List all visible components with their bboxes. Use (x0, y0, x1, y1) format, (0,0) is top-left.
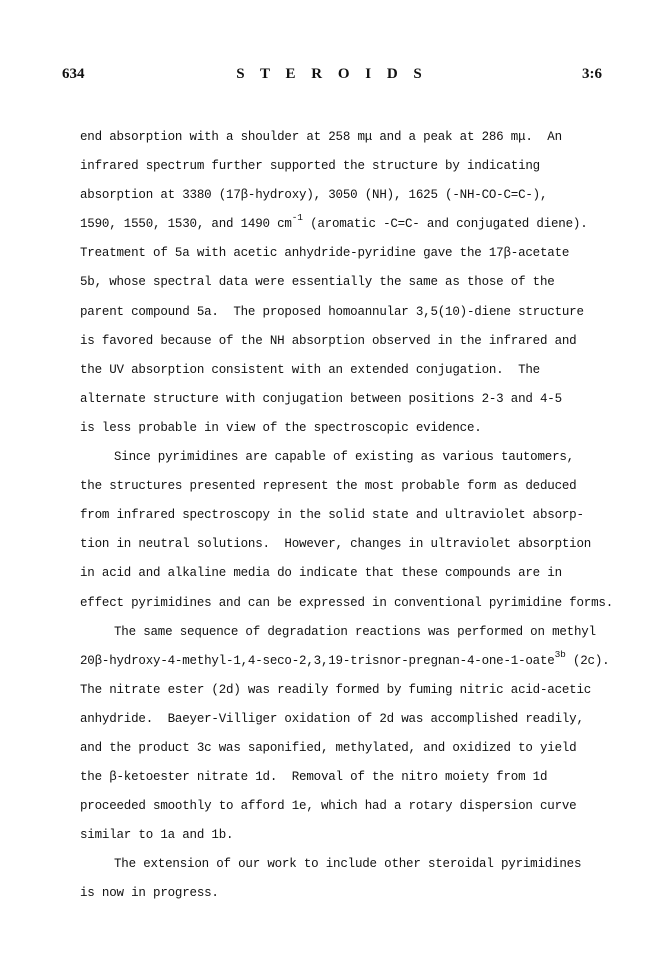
text-line (80, 419, 600, 448)
text-line (80, 826, 600, 855)
line-text: from infrared spectroscopy in the solid state and ultraviolet absorp- (80, 508, 584, 523)
text-line (80, 884, 600, 913)
paragraph (80, 623, 610, 856)
text-line (80, 564, 600, 593)
paragraph (80, 448, 613, 623)
line-text: end absorption with a shoulder at 258 mμ and a peak at 286 mμ. An (80, 130, 562, 144)
text-line (80, 623, 600, 652)
line-text: similar to 1a and 1b. (80, 828, 234, 843)
line-text: is now in progress. (80, 886, 219, 901)
text-line (80, 448, 600, 477)
text-line (80, 186, 600, 215)
text-line (80, 768, 600, 797)
text-line (80, 157, 600, 186)
text-line (80, 128, 600, 157)
line-text-continued: (aromatic -C=C- and conjugated diene). (302, 217, 588, 232)
text-line (80, 273, 600, 302)
superscript: -1 (291, 212, 303, 224)
line-text: Since pyrimidines are capable of existing as various tautomers, (114, 450, 574, 465)
line-text: 20β-hydroxy-4-methyl-1,4-seco-2,3,19-trisnor-pregnan-4-one-1-oate (80, 653, 555, 668)
line-text: The extension of our work to include other steroidal pyrimidines (114, 857, 582, 872)
line-text: is favored because of the NH absorption observed in the infrared and (80, 333, 577, 348)
text-line (80, 739, 600, 768)
line-text: the structures presented represent the most probable form as deduced (80, 479, 577, 494)
body-text (80, 128, 613, 914)
line-text: proceeded smoothly to afford 1e, which had a rotary dispersion curve (80, 799, 577, 814)
line-text: in acid and alkaline media do indicate that these compounds are in (80, 566, 562, 581)
text-line (80, 797, 600, 826)
line-text: 1590, 1550, 1530, and 1490 cm (80, 217, 292, 232)
running-header (62, 66, 602, 86)
line-text-continued: (2c). (565, 653, 610, 668)
paragraph (80, 128, 600, 448)
line-text: the β-ketoester nitrate 1d. Removal of the nitro moiety from 1d (80, 770, 548, 785)
text-line (80, 506, 600, 535)
text-line (80, 477, 600, 506)
line-text: infrared spectrum further supported the structure by indicating (80, 159, 540, 174)
line-text: effect pyrimidines and can be expressed in conventional pyrimidine forms. (80, 595, 613, 610)
line-text: Treatment of 5a with acetic anhydride-pyridine gave the 17β-acetate (80, 246, 570, 261)
line-text: parent compound 5a. The proposed homoannular 3,5(10)-diene structure (80, 304, 584, 319)
page-number: 634 (62, 66, 85, 82)
volume-issue: 3:6 (582, 66, 602, 82)
text-line (80, 212, 600, 244)
text-line (80, 244, 600, 273)
line-text: The nitrate ester (2d) was readily formed by fuming nitric acid-acetic (80, 682, 592, 697)
line-text: and the product 3c was saponified, methylated, and oxidized to yield (80, 740, 577, 755)
text-line (80, 855, 600, 884)
line-text: is less probable in view of the spectroscopic evidence. (80, 420, 482, 435)
text-line (80, 332, 600, 361)
line-text: alternate structure with conjugation between positions 2-3 and 4-5 (80, 391, 562, 406)
line-text: anhydride. Baeyer-Villiger oxidation of 2d was accomplished readily, (80, 711, 584, 726)
line-text: the UV absorption consistent with an extended conjugation. The (80, 362, 540, 377)
line-text: The same sequence of degradation reactions was performed on methyl (114, 624, 596, 639)
text-line (80, 710, 600, 739)
text-line (80, 648, 610, 681)
text-line (80, 535, 600, 564)
line-text: 5b, whose spectral data were essentially the same as those of the (80, 275, 555, 290)
text-line (80, 390, 600, 419)
text-line (80, 361, 600, 390)
text-line (80, 681, 600, 710)
superscript: 3b (554, 648, 566, 660)
line-text: absorption at 3380 (17β-hydroxy), 3050 (NH), 1625 (-NH-CO-C=C-), (80, 188, 548, 203)
journal-title: S T E R O I D S (236, 66, 428, 82)
line-text: tion in neutral solutions. However, changes in ultraviolet absorption (80, 537, 592, 552)
paragraph (80, 855, 600, 913)
text-line (80, 594, 613, 623)
text-line (80, 303, 600, 332)
